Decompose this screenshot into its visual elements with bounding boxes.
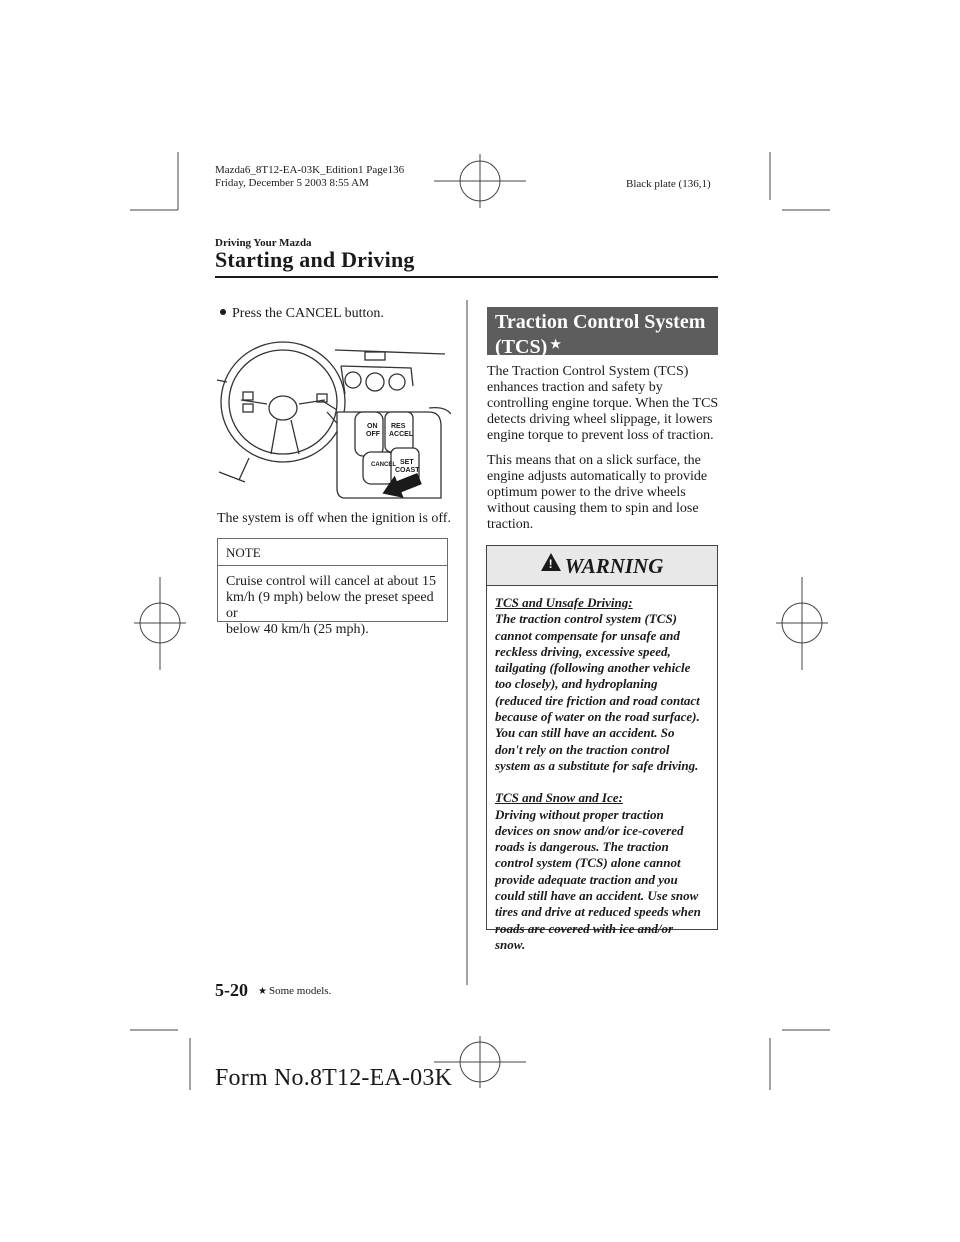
plate-label: Black plate (136,1): [626, 178, 711, 190]
warning-line: snow.: [495, 936, 526, 952]
system-off-text: The system is off when the ignition is off.: [217, 511, 451, 526]
warning-line: provide adequate traction and you: [495, 871, 678, 887]
warning-line: don't rely on the traction control: [495, 741, 670, 757]
footnote: [258, 985, 331, 997]
warning-box: [486, 545, 718, 952]
warning-triangle-icon: !: [541, 553, 561, 571]
warning-subheading: TCS and Unsafe Driving:: [495, 595, 633, 610]
warning-line: The traction control system (TCS): [495, 611, 677, 627]
star-icon: ★: [550, 337, 561, 351]
res-label-2: ACCEL: [389, 431, 414, 438]
warning-line: system as a substitute for safe driving.: [495, 757, 699, 773]
warning-line: You can still have an accident. So: [495, 725, 675, 741]
warning-body: [487, 586, 717, 953]
bullet-text: Press the CANCEL button.: [232, 306, 384, 321]
tcs-paragraph-2: [487, 453, 707, 533]
on-off-label-2: OFF: [366, 431, 380, 438]
warning-line: reckless driving, excessive speed,: [495, 643, 671, 659]
cancel-label: CANCEL: [371, 462, 396, 468]
page-number: 5-20: [215, 980, 248, 1000]
chapter-title: Starting and Driving: [215, 247, 415, 272]
paragraph-line: engine torque to prevent loss of traction.: [487, 428, 714, 443]
form-number: Form No.8T12-EA-03K: [215, 1065, 453, 1091]
paragraph-line: detects driving wheel slippage, it lowers: [487, 412, 713, 427]
star-icon: ★: [258, 986, 267, 997]
warning-line: could still have an accident. Use snow: [495, 888, 699, 904]
note-heading: NOTE: [218, 539, 447, 566]
warning-header: [487, 546, 717, 586]
tcs-heading-line1: Traction Control System: [495, 311, 706, 333]
paragraph-line: The Traction Control System (TCS): [487, 364, 689, 379]
note-line: Cruise control will cancel at about 15: [226, 574, 436, 589]
paragraph-line: traction.: [487, 517, 534, 532]
warning-line: roads are covered with ice and/or: [495, 920, 674, 936]
bullet-item: [220, 306, 384, 322]
warning-line: tailgating (following another vehicle: [495, 660, 691, 676]
warning-line: devices on snow and/or ice-covered: [495, 822, 684, 838]
note-box: [217, 538, 448, 637]
print-metadata: [215, 164, 404, 190]
print-file-name: Mazda6_8T12-EA-03K_Edition1 Page136: [215, 164, 405, 176]
footnote-text: Some models.: [268, 985, 332, 997]
steering-wheel-illustration: [215, 330, 451, 502]
warning-line: because of water on the road surface).: [495, 709, 700, 725]
paragraph-line: engine adjusts automatically to provide: [487, 469, 708, 484]
note-line: km/h (9 mph) below the preset speed or: [226, 590, 434, 621]
warning-line: too closely), and hydroplaning: [495, 676, 658, 692]
set-label-2: COAST: [395, 467, 420, 474]
warning-line: Driving without proper traction: [495, 806, 664, 822]
warning-line: control system (TCS) alone cannot: [495, 855, 681, 871]
tcs-heading-line2: (TCS): [495, 336, 548, 358]
paragraph-line: enhances traction and safety by: [487, 380, 663, 395]
note-line: below 40 km/h (25 mph).: [226, 622, 369, 637]
tcs-paragraph-1: [487, 364, 718, 444]
section-label: Driving Your Mazda: [215, 237, 312, 249]
paragraph-line: This means that on a slick surface, the: [487, 453, 701, 468]
paragraph-line: controlling engine torque. When the TCS: [487, 396, 719, 411]
warning-subheading: TCS and Snow and Ice:: [495, 790, 623, 806]
paragraph-line: optimum power to the drive wheels: [487, 485, 686, 500]
warning-line: cannot compensate for unsafe and: [495, 627, 680, 643]
print-timestamp: Friday, December 5 2003 8:55 AM: [215, 177, 369, 189]
tcs-heading: [487, 307, 718, 358]
warning-line: tires and drive at reduced speeds when: [495, 904, 701, 920]
set-label-1: SET: [400, 459, 414, 466]
paragraph-line: without causing them to spin and lose: [487, 501, 699, 516]
res-label-1: RES: [391, 423, 406, 430]
warning-line: (reduced tire friction and road contact: [495, 692, 700, 708]
note-body: [218, 566, 447, 638]
warning-title: WARNING: [564, 554, 664, 578]
on-off-label-1: ON: [367, 423, 378, 430]
bullet-icon: [220, 309, 226, 315]
warning-line: roads is dangerous. The traction: [495, 839, 669, 855]
